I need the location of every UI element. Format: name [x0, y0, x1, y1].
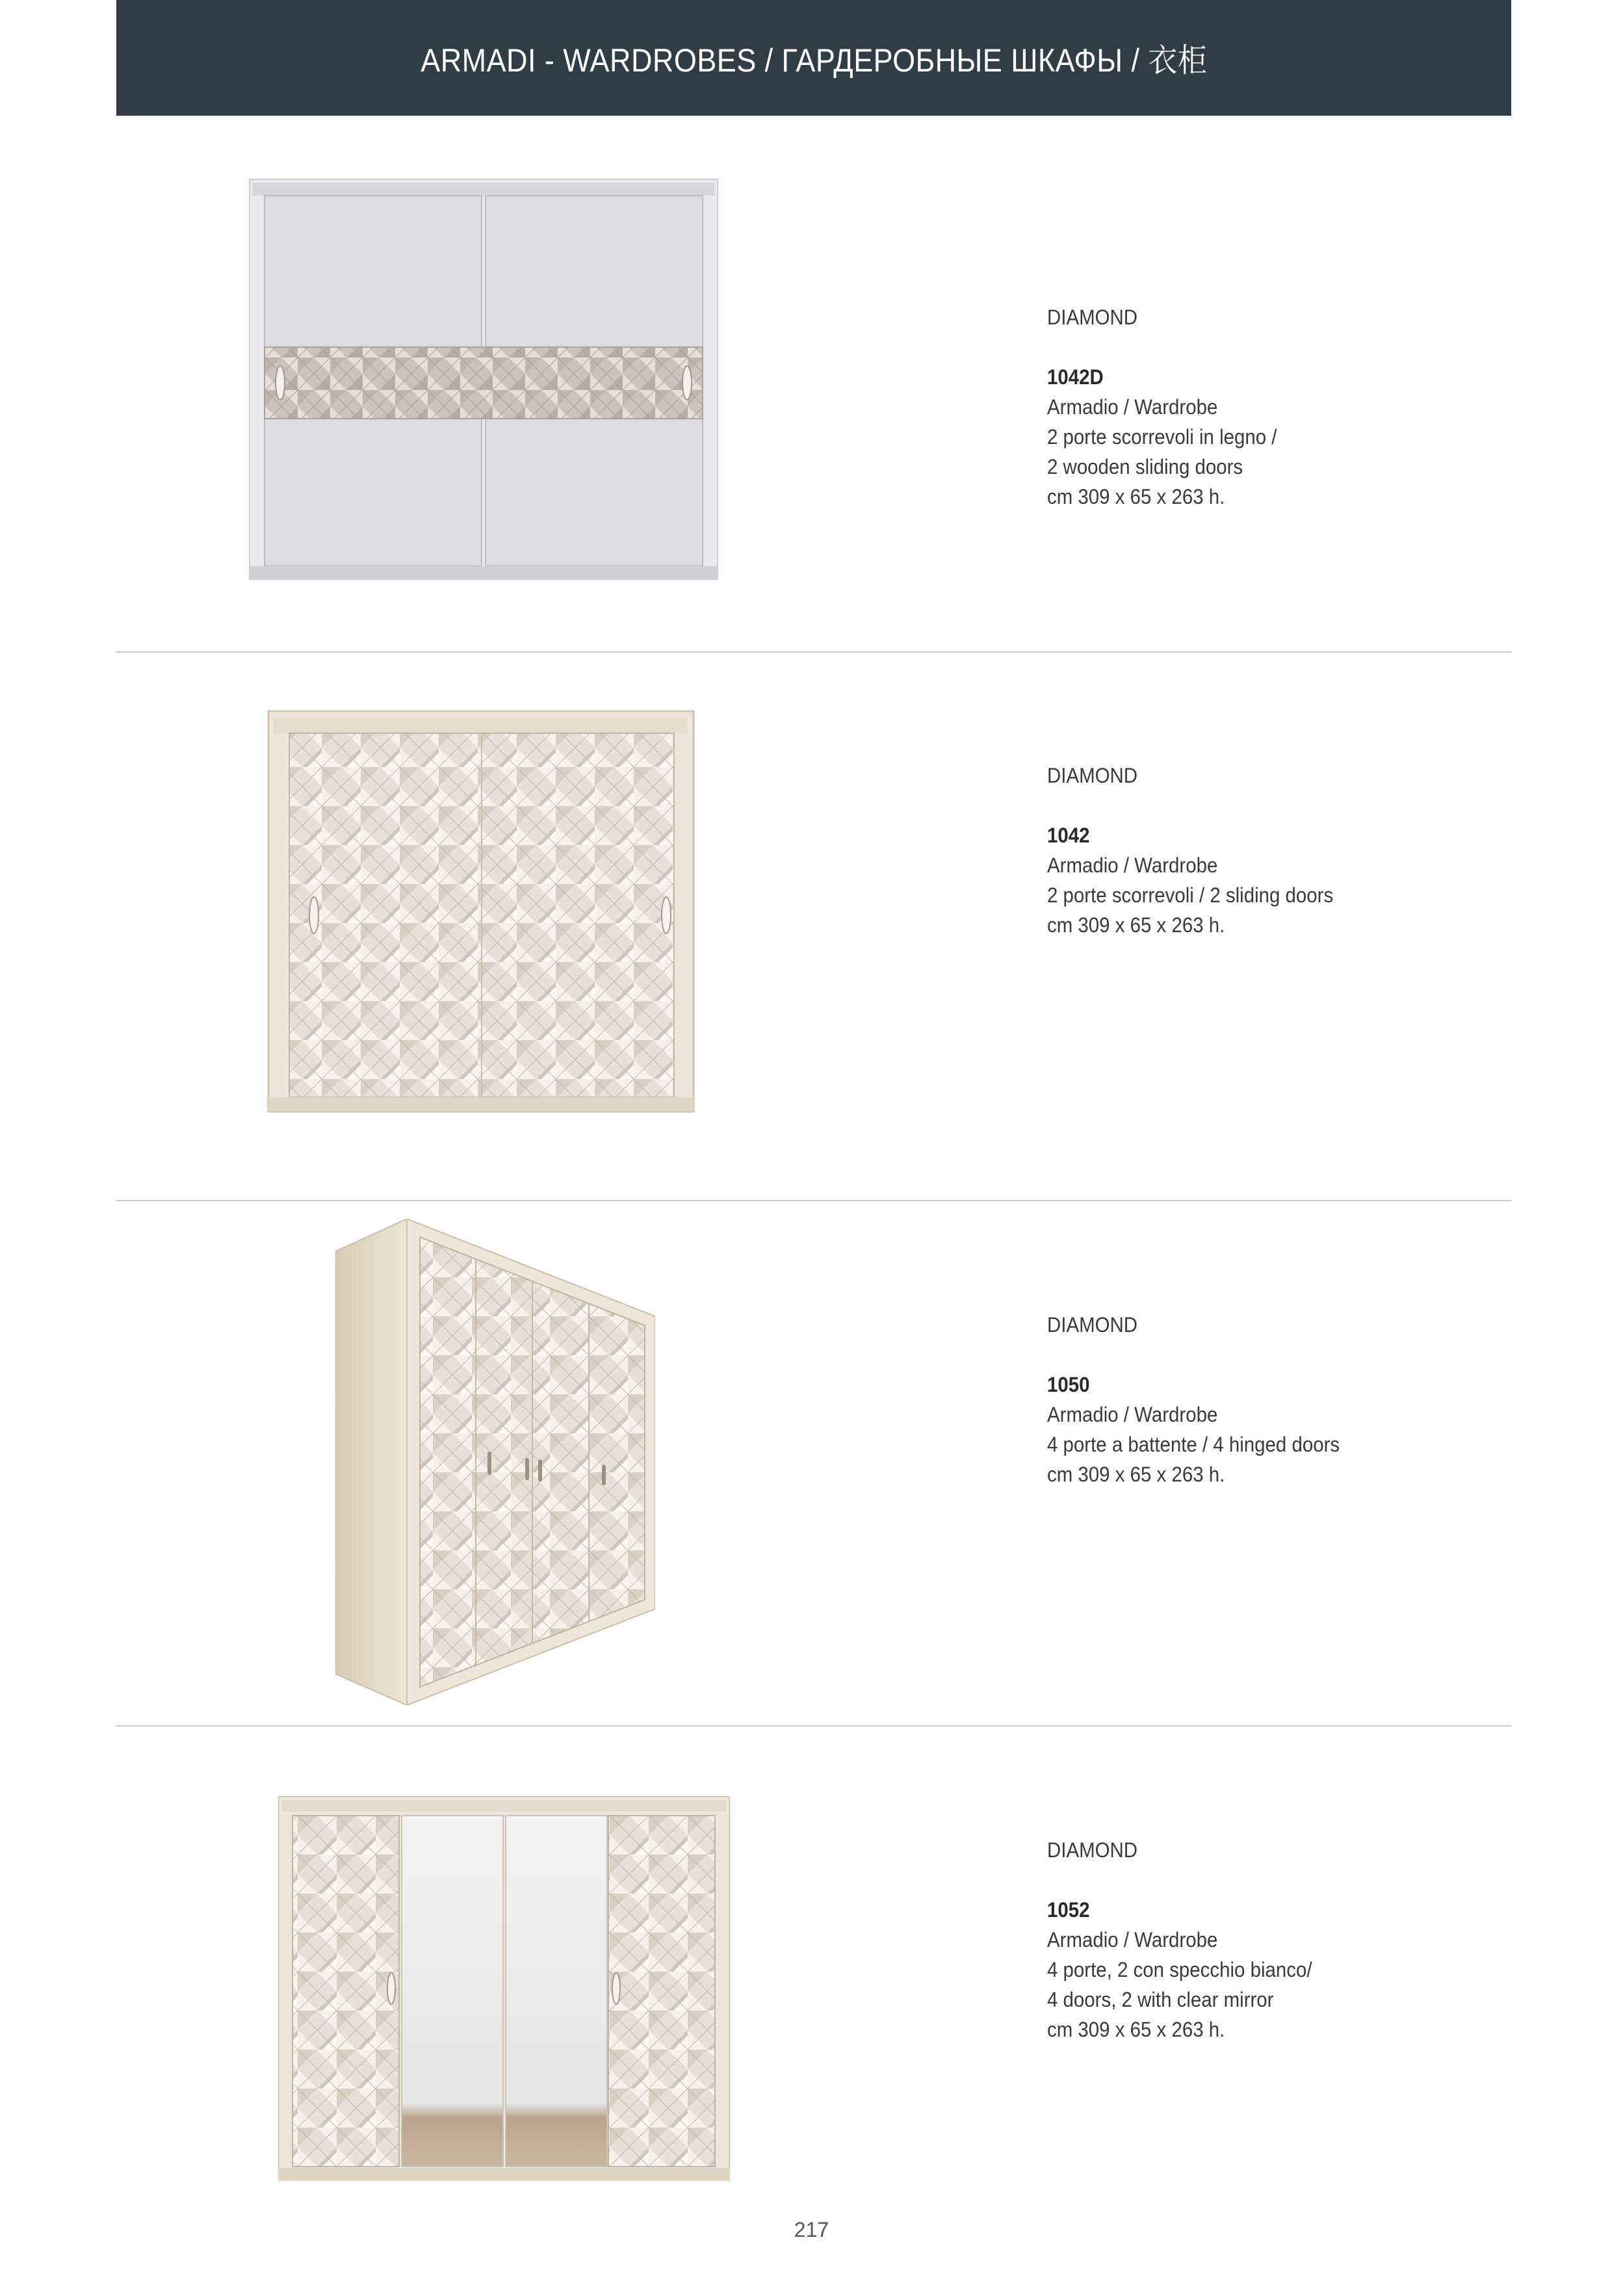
product-dimensions: cm 309 x 65 x 263 h. [1047, 1463, 1225, 1486]
product-description-line: 2 wooden sliding doors [1047, 455, 1243, 478]
product-code: 1052 [1047, 1898, 1090, 1922]
product-series: DIAMOND [1047, 1313, 1138, 1337]
product-code: 1042 [1047, 824, 1090, 847]
product-dimensions: cm 309 x 65 x 263 h. [1047, 485, 1225, 508]
product-info-1042 [1047, 761, 1358, 940]
product-dimensions: cm 309 x 65 x 263 h. [1047, 2018, 1225, 2041]
product-description-line: 4 doors, 2 with clear mirror [1047, 1988, 1274, 2011]
wardrobe-1052-illustration [278, 1796, 730, 2181]
section-divider [116, 651, 1511, 653]
section-divider [116, 1200, 1511, 1201]
product-code: 1042D [1047, 365, 1104, 389]
section-divider [116, 1725, 1511, 1727]
product-description-line: Armadio / Wardrobe [1047, 1928, 1218, 1951]
page-title: ARMADI - WARDROBES / ГАРДЕРОБНЫЕ ШКАФЫ / 衣柜 [420, 42, 1208, 79]
product-series: DIAMOND [1047, 764, 1138, 787]
product-description-line: Armadio / Wardrobe [1047, 854, 1218, 877]
wardrobe-1050-illustration [335, 1219, 655, 1705]
product-description-line: 2 porte scorrevoli / 2 sliding doors [1047, 883, 1334, 907]
wardrobe-1042-illustration [263, 709, 696, 1118]
product-description-line: 4 porte, 2 con specchio bianco/ [1047, 1958, 1312, 1981]
wardrobe-1042d-illustration [249, 179, 718, 580]
product-description-line: Armadio / Wardrobe [1047, 1403, 1218, 1426]
product-series: DIAMOND [1047, 1838, 1138, 1862]
product-image-1050 [335, 1219, 655, 1705]
product-series: DIAMOND [1047, 306, 1138, 329]
product-info-1052 [1047, 1835, 1335, 2044]
product-description-line: Armadio / Wardrobe [1047, 395, 1218, 419]
page-number: 217 [794, 2218, 829, 2241]
product-image-1042d [249, 179, 718, 580]
product-info-1042d [1047, 302, 1297, 512]
product-dimensions: cm 309 x 65 x 263 h. [1047, 913, 1225, 937]
product-code: 1050 [1047, 1373, 1090, 1396]
product-image-1052 [278, 1796, 730, 2181]
product-description-line: 4 porte a battente / 4 hinged doors [1047, 1433, 1340, 1456]
page-header [116, 0, 1511, 116]
product-description-line: 2 porte scorrevoli in legno / [1047, 425, 1277, 449]
product-info-1050 [1047, 1310, 1365, 1489]
product-image-1042 [263, 709, 696, 1118]
